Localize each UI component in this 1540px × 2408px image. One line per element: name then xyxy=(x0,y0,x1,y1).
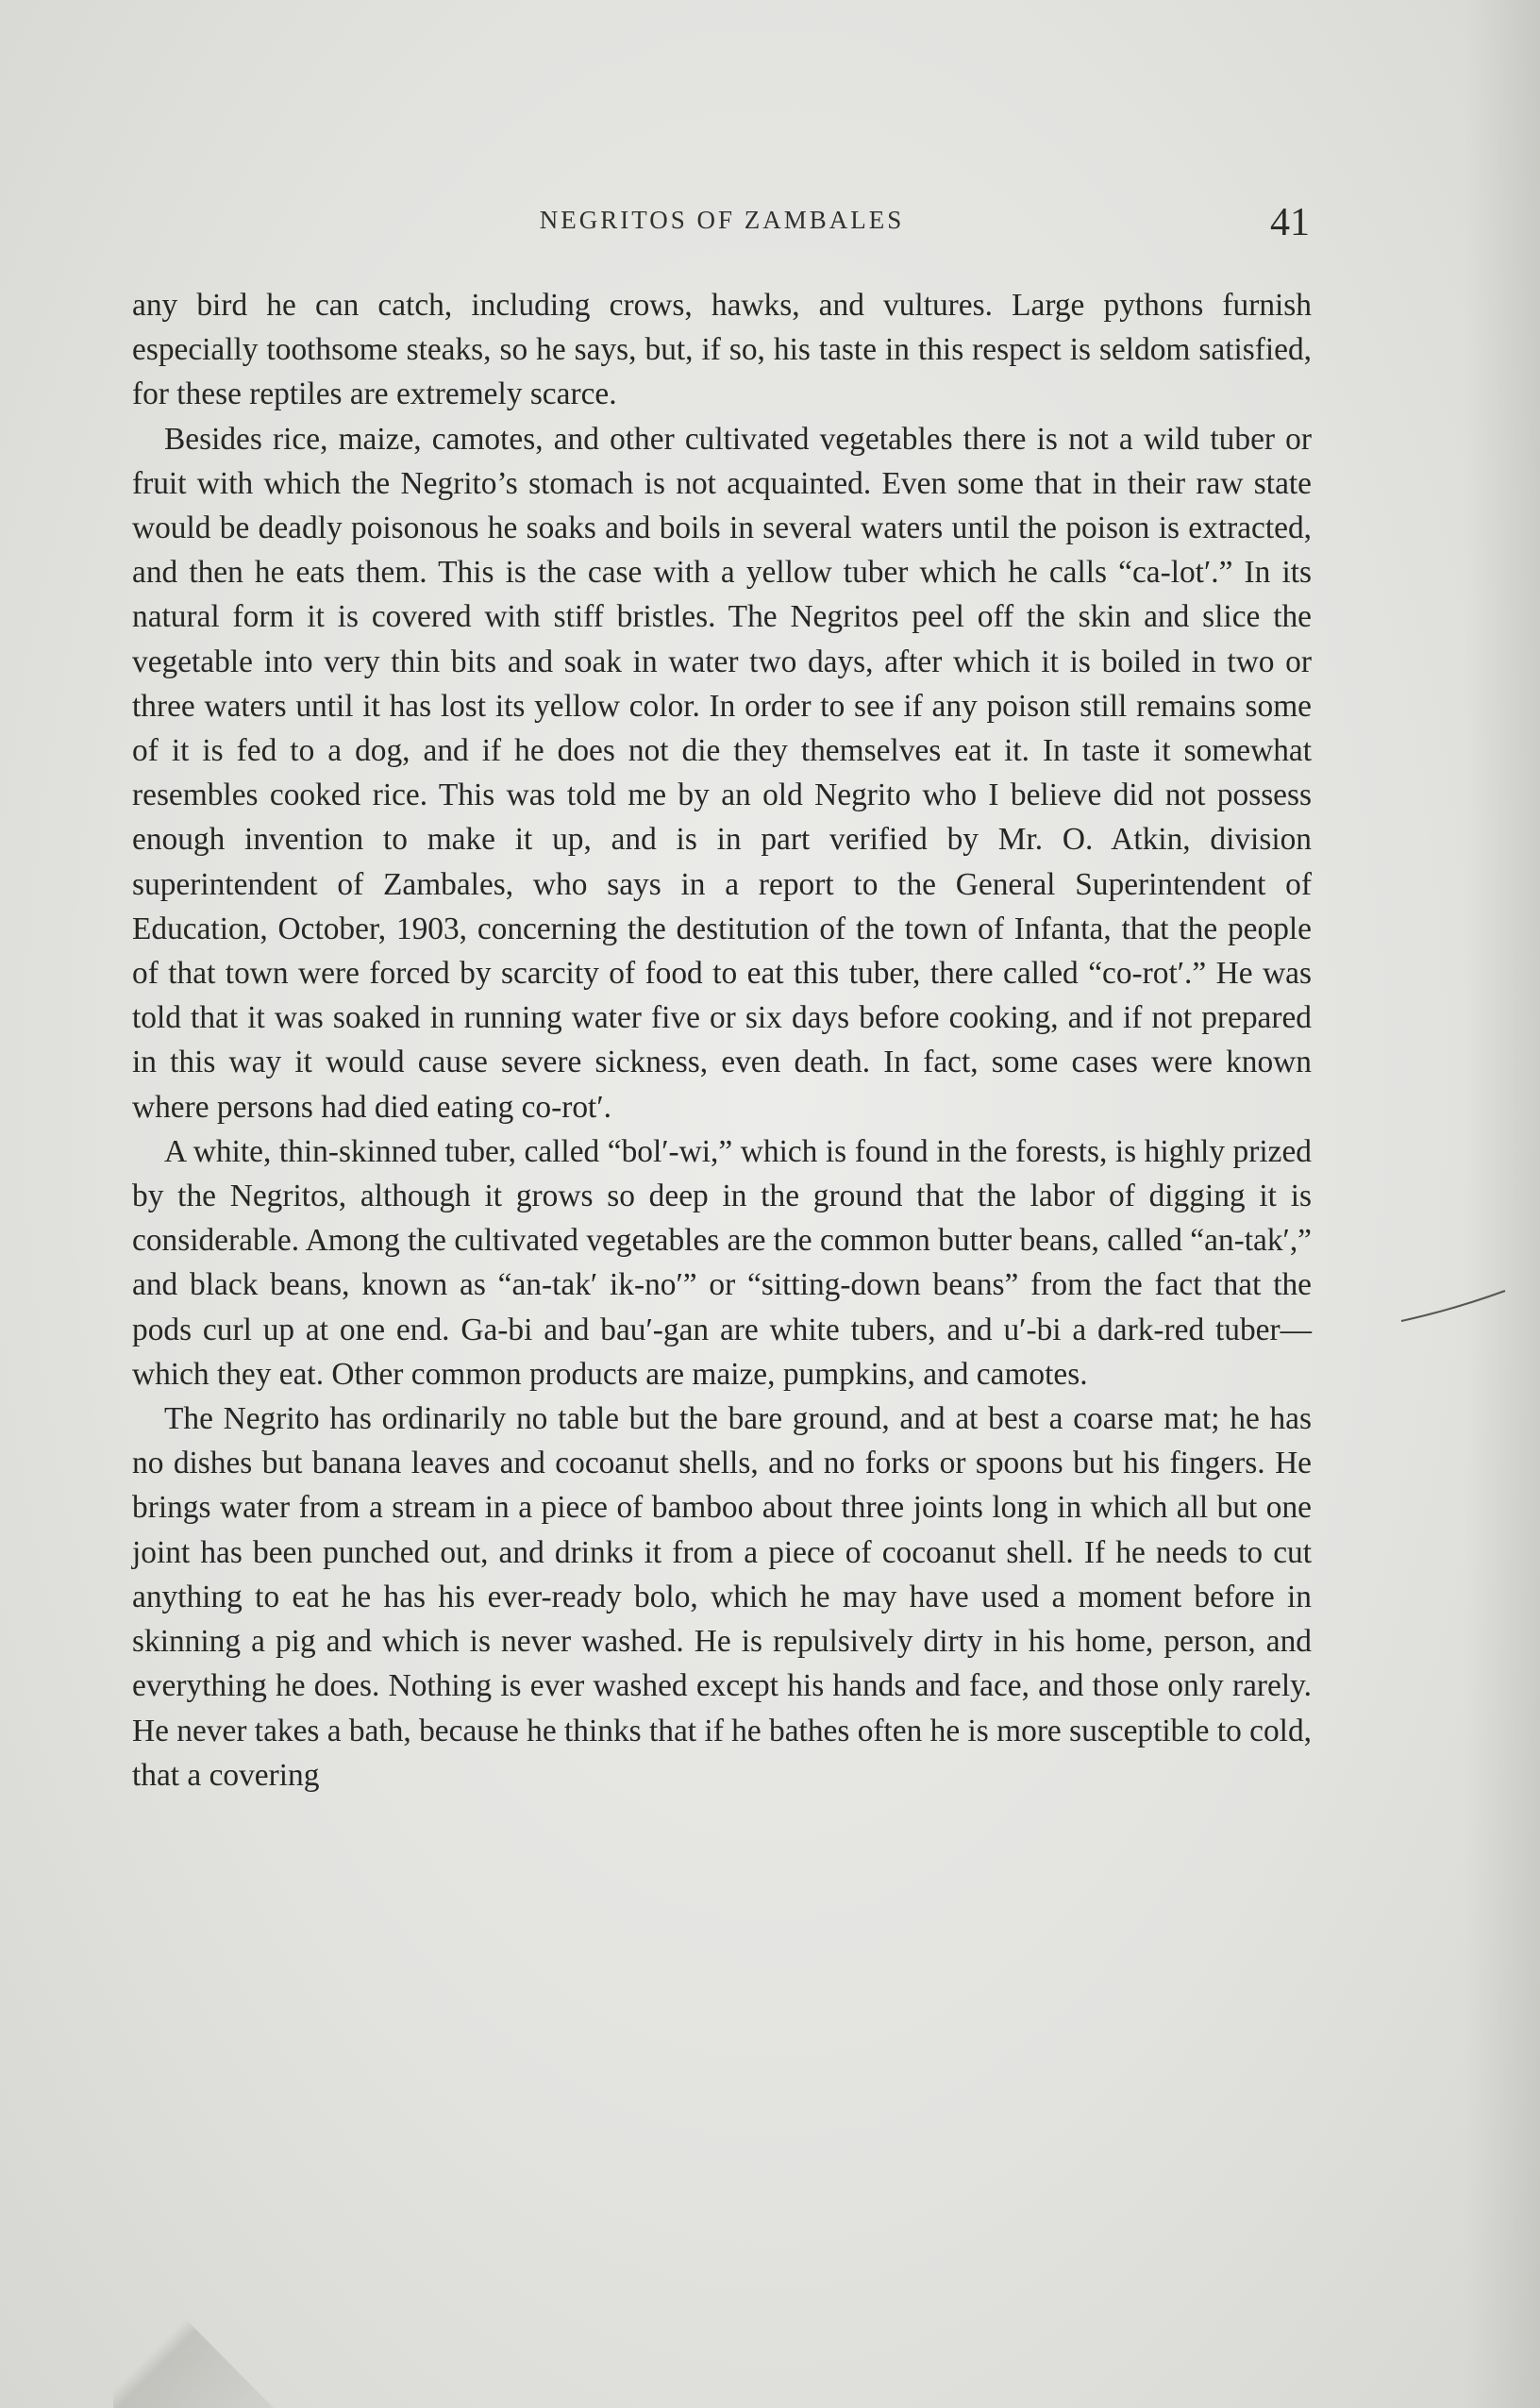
paragraph: A white, thin-skinned tuber, called “bol′-wi,” which is found in the forests, is highly prized by the Negritos, although it grows so deep in the ground that the labor of digging it is considerable. Among the cultivated vegetables are the common butter beans, called “an-tak′,” and black beans, known as “an-tak′ ik-no′” or “sitting-down beans” from the fact that the pods curl up at one end. Ga-bi and bau′-gan are white tubers, and u′-bi a dark-red tuber—which they eat. Other common products are maize, pumpkins, and camotes. xyxy=(132,1133,1312,1392)
page-fold-shadow xyxy=(113,2246,274,2408)
paragraph: Besides rice, maize, camotes, and other cultivated vegetables there is not a wild tuber or fruit with which the Negrito’s stomach is not acquainted. Even some that in their raw state would be deadly poisonous he soaks and boils in several waters until the poison is extracted, and then he eats them. This is the case with a yellow tuber which he calls “ca-lot′.” In its natural form it is covered with stiff bristles. The Negritos peel off the skin and slice the vegetable into very thin bits and soak in water two days, after which it is boiled in two or three waters until it has lost its yellow color. In order to see if any poison still remains some of it is fed to a dog, and if he does not die they themselves eat it. In taste it somewhat resembles cooked rice. This was told me by an old Negrito who I believe did not possess enough invention to make it up, and is in part verified by Mr. O. Atkin, division superintendent of Zambales, who says in a report to the General Superintendent of Education, October, 1903, concerning the destitution of the town of Infanta, that the people of that town were forced by scarcity of food to eat this tuber, there called “co-rot′.” He was told that it was soaked in running water five or six days before cooking, and if not prepared in this way it would cause severe sickness, even death. In fact, some cases were known where persons had died eating co-rot′. xyxy=(132,421,1312,1125)
body-text xyxy=(132,283,1312,1798)
paragraph: The Negrito has ordinarily no table but the bare ground, and at best a coarse mat; he has no dishes but banana leaves and cocoanut shells, and no forks or spoons but his fingers. He brings water from a stream in a piece of bamboo about three joints long in which all but one joint has been punched out, and drinks it from a piece of cocoanut shell. If he needs to cut anything to eat he has his ever-ready bolo, which he may have used a moment before in skinning a pig and which is never washed. He is repulsively dirty in his home, person, and everything he does. Nothing is ever washed except his hands and face, and those only rarely. He never takes a bath, because he thinks that if he bathes often he is more susceptible to cold, that a covering xyxy=(132,1401,1312,1793)
paragraph: any bird he can catch, including crows, hawks, and vultures. Large pythons furnish especially toothsome steaks, so he says, but, if so, his taste in this respect is seldom satisfied, for these reptiles are extremely scarce. xyxy=(132,288,1312,412)
running-head xyxy=(123,200,1321,247)
running-title: NEGRITOS OF ZAMBALES xyxy=(539,206,905,234)
page-edge-shadow xyxy=(1465,0,1540,2408)
page-number: 41 xyxy=(1270,201,1310,244)
pencil-mark-icon xyxy=(1397,1283,1510,1330)
